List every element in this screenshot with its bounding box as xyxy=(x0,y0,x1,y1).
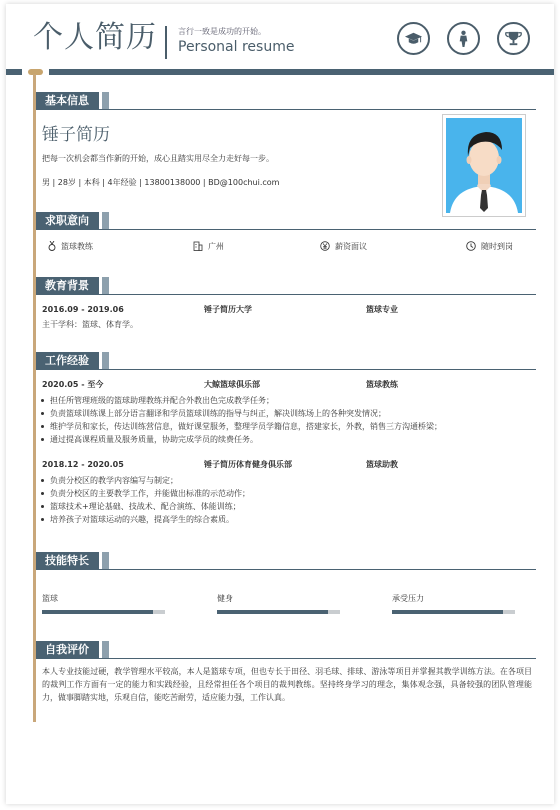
trophy-icon xyxy=(497,22,530,55)
job-duty: 篮球技术+理论基础、技战术、配合演练、体能训练； xyxy=(50,502,241,511)
job-duty: 负责分校区的主要教学工作，并能做出标准的示范动作； xyxy=(50,489,250,498)
header-subtitle: Personal resume xyxy=(178,39,295,55)
header-stripe xyxy=(6,69,22,75)
contact-details: 男 | 28岁 | 本科 | 4年经验 | 13800138000 | BD@100chui.com xyxy=(42,178,280,187)
header-slogan: 言行一致是成功的开始。 xyxy=(178,27,266,36)
medal-icon xyxy=(47,241,57,251)
skill-bar-fill xyxy=(392,610,503,614)
building-icon xyxy=(193,241,203,251)
skill-bar-fill xyxy=(217,610,328,614)
education-date: 2016.09 - 2019.06 xyxy=(42,305,124,314)
section-heading: 自我评价 xyxy=(36,641,99,659)
job-company: 大鲸篮球俱乐部 xyxy=(204,380,260,389)
page-title: 个人简历 xyxy=(33,20,157,55)
intent-salary: 薪资面议 xyxy=(335,242,367,251)
job-duty: 负责分校区的教学内容编写与制定； xyxy=(50,476,178,485)
yen-icon xyxy=(320,241,330,251)
intent-city: 广州 xyxy=(208,242,224,251)
job-duty: 担任所管理班级的篮球助理教练并配合外教出色完成教学任务； xyxy=(50,396,274,405)
clock-icon xyxy=(466,241,476,251)
job-duty: 培养孩子对篮球运动的兴趣，提高学生的综合素质。 xyxy=(50,515,234,524)
job-date: 2020.05 - 至今 xyxy=(42,380,104,389)
avatar xyxy=(442,114,526,217)
person-icon xyxy=(447,22,480,55)
section-self-evaluation xyxy=(33,641,536,716)
header xyxy=(6,4,554,76)
section-skills xyxy=(33,552,536,622)
section-heading: 基本信息 xyxy=(36,92,99,110)
skill-bar-fill xyxy=(42,610,153,614)
header-divider xyxy=(165,26,167,59)
section-heading: 教育背景 xyxy=(36,277,99,295)
header-stripe xyxy=(49,69,554,75)
section-heading: 工作经验 xyxy=(36,352,99,370)
job-title: 篮球助教 xyxy=(366,460,398,469)
education-courses: 主干学科：篮球、体育学。 xyxy=(42,320,138,329)
candidate-name: 锤子简历 xyxy=(42,125,110,145)
motto: 把每一次机会都当作新的开始，成心且踏实用尽全力走好每一步。 xyxy=(42,154,274,163)
intent-availability: 随时到岗 xyxy=(481,242,513,251)
resume-page xyxy=(6,4,554,804)
skill-bar xyxy=(392,610,515,614)
job-company: 锤子简历体育健身俱乐部 xyxy=(204,460,292,469)
section-job-intent xyxy=(33,212,536,257)
section-heading: 求职意向 xyxy=(36,212,99,230)
education-major: 篮球专业 xyxy=(366,305,398,314)
section-basic-info xyxy=(33,92,536,227)
skill-bar xyxy=(217,610,340,614)
job-duty: 维护学员和家长，传达训练营信息，做好课堂服务，整理学员学籍信息，搭建家长，外教，销售三方沟通桥梁； xyxy=(50,422,442,431)
skill-label: 承受压力 xyxy=(392,594,424,603)
section-work-experience xyxy=(33,352,536,542)
section-education xyxy=(33,277,536,337)
self-evaluation-text: 本人专业技能过硬，教学管理水平较高，本人是篮球专项，但也专长于田径、羽毛球、排球、游泳等项目并掌握其教学训练方法。在各项目的裁判工作方面有一定的能力和实践经验，且经常担任各个项目的裁判教练。坚持终身学习的理念，集体观念强，具备较强的团队管理能力，做事脚踏实地，乐观自信，能吃苦耐劳，适应能力强，工作认真。 xyxy=(42,667,532,702)
education-school: 锤子简历大学 xyxy=(204,305,252,314)
job-title: 篮球教练 xyxy=(366,380,398,389)
job-duty: 通过提高课程质量及服务质量，协助完成学员的续费任务。 xyxy=(50,435,258,444)
skill-label: 篮球 xyxy=(42,594,58,603)
section-heading: 技能特长 xyxy=(36,552,99,570)
skill-label: 健身 xyxy=(217,594,233,603)
job-duty: 负责篮球训练课上部分语言翻译和学员篮球训练的指导与纠正，解决训练场上的各种突发情况； xyxy=(50,409,386,418)
skill-bar xyxy=(42,610,165,614)
intent-position: 篮球教练 xyxy=(61,242,93,251)
job-date: 2018.12 - 2020.05 xyxy=(42,460,124,469)
graduation-cap-icon xyxy=(397,22,430,55)
